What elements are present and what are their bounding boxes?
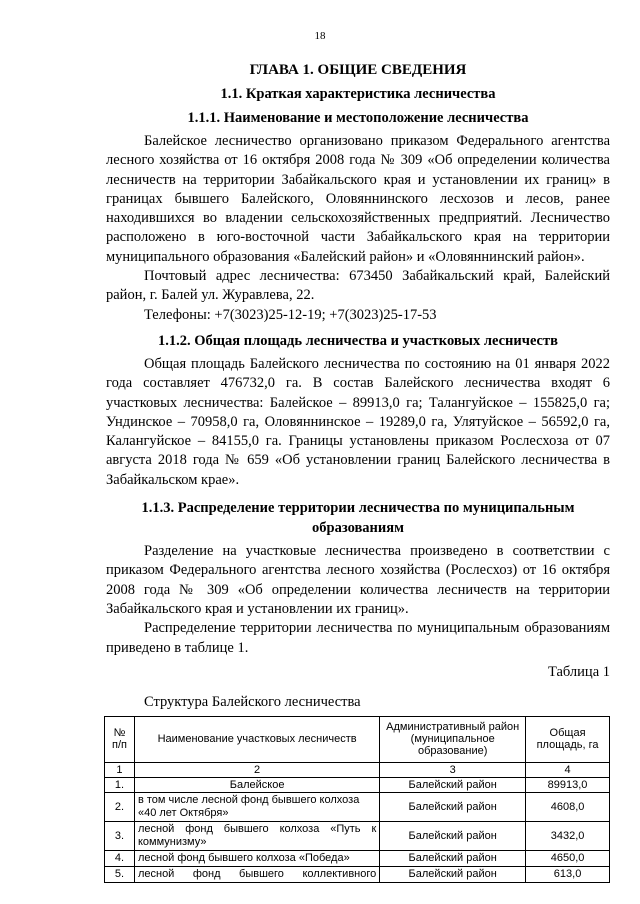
table-header-cell: Административный район (муниципальное образование): [380, 716, 526, 762]
column-number-cell: 4: [526, 762, 610, 777]
paragraph: Распределение территории лесничества по муниципальным образованиям приведено в таблице 1.: [106, 620, 610, 656]
forestry-name-cell: лесной фонд бывшего колхоза «Победа»: [134, 850, 379, 866]
district-cell: Балейский район: [380, 821, 526, 850]
forestry-name-cell: в том числе лесной фонд бывшего колхоза «40 лет Октября»: [134, 792, 379, 821]
table-row: [105, 777, 610, 792]
paragraph: Балейское лесничество организовано приказом Федерального агентства лесного хозяйства от 16 октября 2008 года № 309 «Об определении количества лесничеств на территории Забайкальского края и установлении их границ» в границах бывшего Балейского, Оловяннинского лесхозов и лесов, ранее находившихся во владении сельскохозяйственных предприятий. Лесничество расположено в юго-восточной части Забайкальского края на территории муниципального образования «Балейский район» и «Оловяннинский район».: [106, 133, 610, 265]
paragraph: Разделение на участковые лесничества произведено в соответствии с приказом Федерального агентства лесного хозяйства (Рослесхоз) от 16 октября 2008 года № 309 «Об определении количества лесничеств на территории Забайкальского края и установлении их границ».: [106, 543, 610, 617]
area-cell: 4650,0: [526, 850, 610, 866]
chapter-title: ГЛАВА 1. ОБЩИЕ СВЕДЕНИЯ: [249, 62, 467, 78]
area-cell: 89913,0: [526, 777, 610, 792]
table-header-cell: Общая площадь, га: [526, 716, 610, 762]
forestry-name-cell: лесной фонд бывшего колхоза «Путь к коммунизму»: [134, 821, 379, 850]
column-number-cell: 1: [105, 762, 135, 777]
area-cell: 613,0: [526, 866, 610, 882]
area-cell: 3432,0: [526, 821, 610, 850]
section-title-1-1: 1.1. Краткая характеристика лесничества: [220, 86, 496, 102]
row-number-cell: 2.: [105, 792, 135, 821]
table-caption: Структура Балейского лесничества: [144, 693, 361, 710]
table-row: [105, 850, 610, 866]
district-cell: Балейский район: [380, 850, 526, 866]
table-number-label: Таблица 1: [547, 663, 610, 680]
table-header-cell: № п/п: [105, 716, 135, 762]
area-cell: 4608,0: [526, 792, 610, 821]
forestry-structure-table: [104, 716, 610, 883]
paragraph: Общая площадь Балейского лесничества по состоянию на 01 января 2022 года составляет 476732,0 га. В состав Балейского лесничества входят 6 участковых лесничества: Балейское – 89913,0 га; Талангуйское – 155825,0 га; Ундинское – 70958,0 га, Оловяннинское – 19289,0 га, Улятуйское – 56592,0 га, Калангуйское – 84155,0 га. Границы установлены приказом Рослесхоза от 07 августа 2018 года № 659 «Об установлении границ Балейского лесничества в Забайкальском крае».: [106, 355, 610, 488]
district-cell: Балейский район: [380, 792, 526, 821]
column-number-cell: 3: [380, 762, 526, 777]
table-row: [105, 866, 610, 882]
forestry-name-cell: Балейское: [134, 777, 379, 792]
section-title-1-1-3: 1.1.3. Распределение территории лесничества по муниципальным образованиям: [141, 500, 575, 537]
district-cell: Балейский район: [380, 777, 526, 792]
page-content: [106, 60, 610, 883]
forestry-name-cell: лесной фонд бывшего коллективного: [134, 866, 379, 882]
row-number-cell: 1.: [105, 777, 135, 792]
row-number-cell: 3.: [105, 821, 135, 850]
table-row: [105, 792, 610, 821]
section-title-1-1-2: 1.1.2. Общая площадь лесничества и участковых лесничеств: [158, 332, 558, 349]
table-column-number-row: [105, 762, 610, 777]
column-number-cell: 2: [134, 762, 379, 777]
section-title-1-1-1: 1.1.1. Наименование и местоположение лесничества: [187, 110, 529, 126]
paragraph: Телефоны: +7(3023)25-12-19; +7(3023)25-17-53: [144, 306, 437, 323]
table-header-row: [105, 716, 610, 762]
page-number: 18: [314, 30, 326, 42]
district-cell: Балейский район: [380, 866, 526, 882]
table-header-cell: Наименование участковых лесничеств: [134, 716, 379, 762]
table-row: [105, 821, 610, 850]
row-number-cell: 4.: [105, 850, 135, 866]
paragraph: Почтовый адрес лесничества: 673450 Забайкальский край, Балейский район, г. Балей ул. Журавлева, 22.: [106, 268, 610, 304]
row-number-cell: 5.: [105, 866, 135, 882]
